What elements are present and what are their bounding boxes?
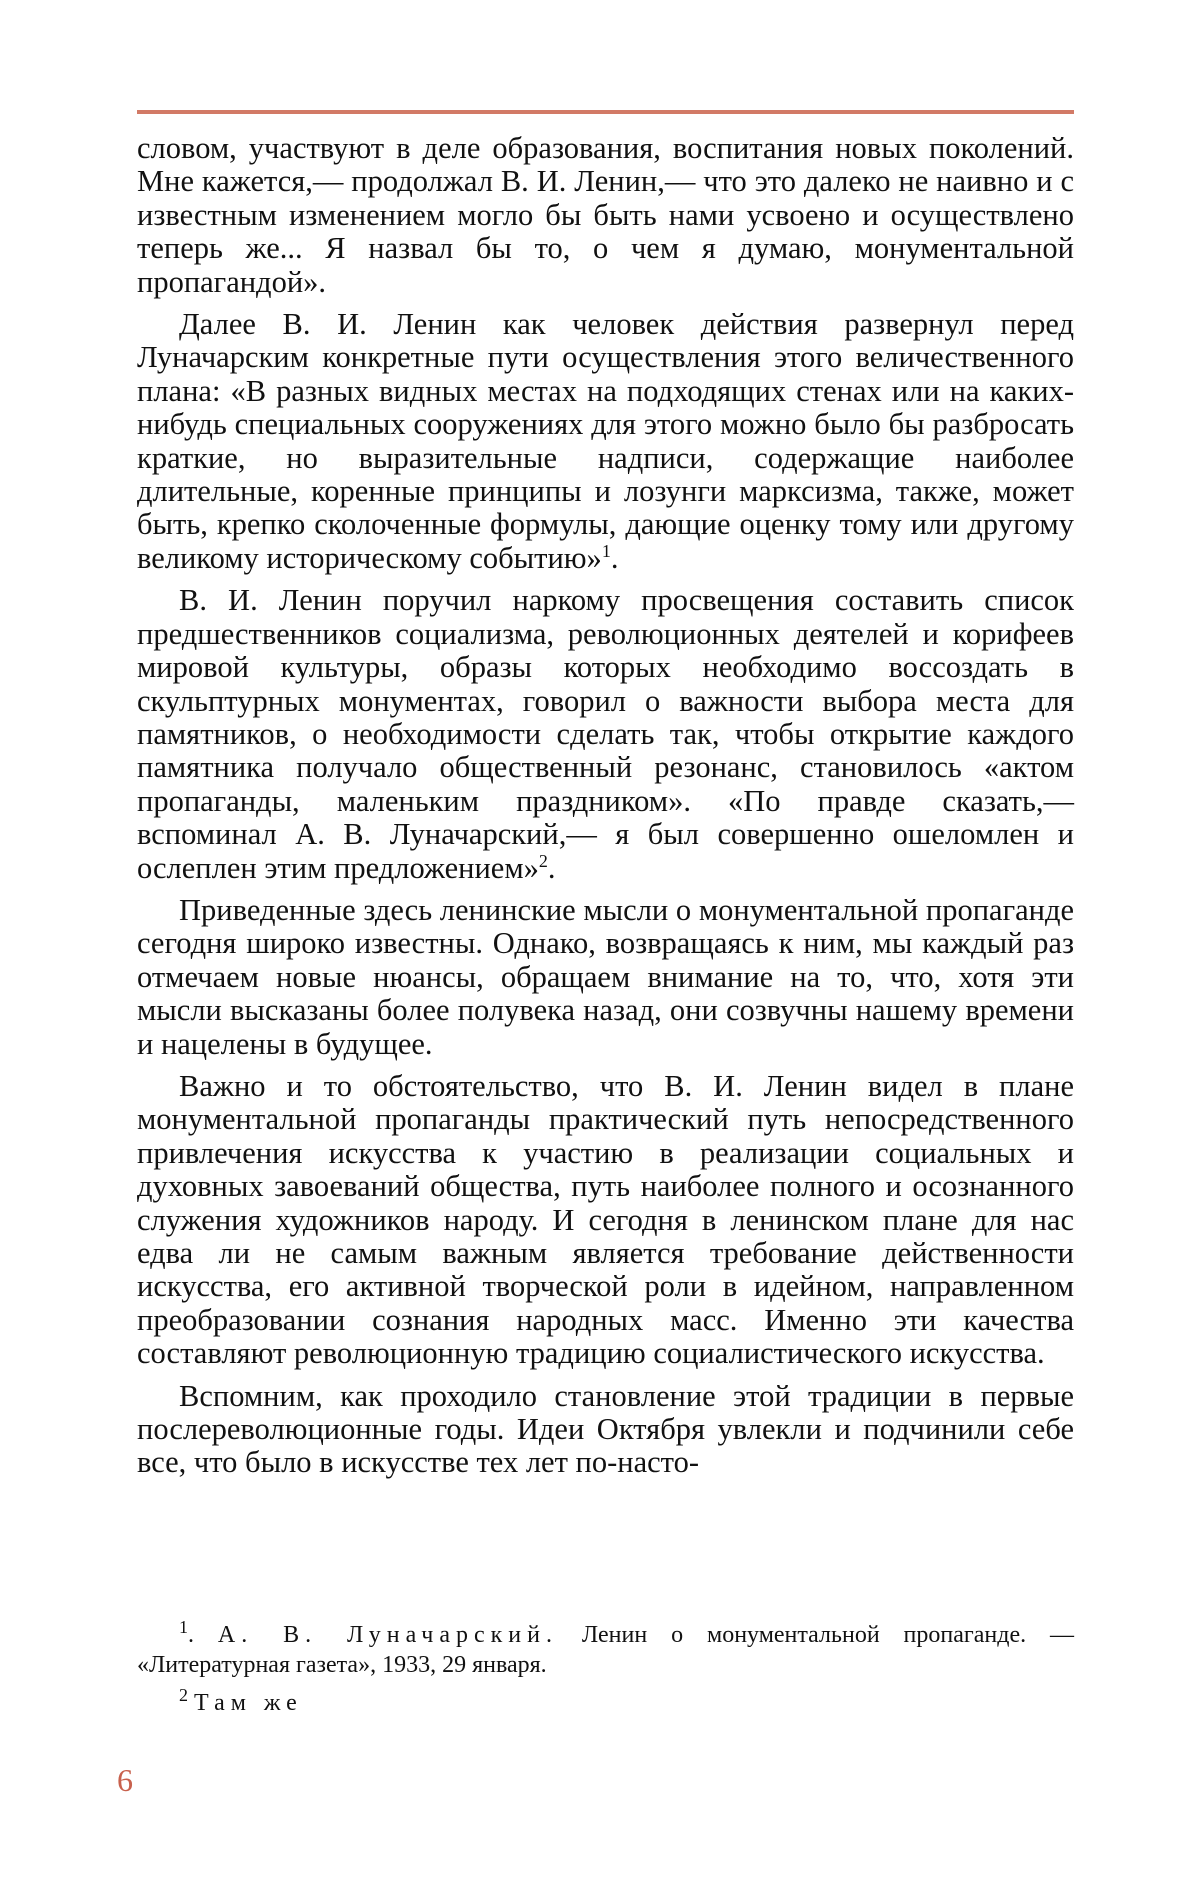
footnote-1-text: Ленин о монументальной пропаганде. — «Литературная газета», 1933, 29 января.	[137, 1622, 1075, 1678]
paragraph-3-end: .	[547, 850, 556, 885]
top-rule	[137, 110, 1074, 114]
paragraph-3	[137, 584, 1074, 885]
paragraph-2-end: .	[610, 540, 619, 575]
paragraph-5: Важно и то обстоятельство, что В. И. Ленин видел в плане монументальной пропаганды практический путь непосредственного привлечения искусства к участию в реализации социальных и духовных завоеваний общества, путь наиболее полного и осознанного служения художников народу. И сегодня в ленинском плане для нас едва ли не самым важным является требование действенности искусства, его активной творческой роли в идейном, направленном преобразовании сознания народных масс. Именно эти качества составляют революционную традицию социалистического искусства.	[137, 1068, 1074, 1371]
footnote-2-marker: 2	[179, 1685, 188, 1705]
footnote-1: $^1$. А. В. Луначарский. Ленин о монументальной пропаганде. — «Литературная газета», 1933, 29 января.	[137, 1617, 1075, 1678]
paragraph-1: словом, участвуют в деле образования, воспитания новых поколений. Мне кажется,— продолжал В. И. Ленин,— что это далеко не наивно и с известным изменением могло бы быть нами усвоено и осуществлено теперь же... Я назвал бы то, о чем я думаю, монументальной пропагандой».	[137, 131, 1074, 299]
footnote-1-marker: 1	[179, 1617, 188, 1637]
footnote-ref-2[interactable]: 2	[538, 850, 548, 871]
page-number: 6	[117, 1762, 133, 1798]
footnote-2-author: Там же	[194, 1690, 303, 1716]
footnote-1-author: А. В. Луначарский.	[217, 1622, 558, 1648]
footnote-ref-1[interactable]: 1	[601, 540, 611, 561]
footnotes	[137, 1617, 1075, 1726]
footnote-2	[137, 1685, 1074, 1718]
paragraph-2-text: Далее В. И. Ленин как человек действия развернул перед Луначарским конкретные пути осуществления этого величественного плана: «В разных видных местах на подходящих стенах или на каких-нибудь специальных сооружениях для этого можно было бы разбросать краткие, но выразительные надписи, содержащие наиболее длительные, коренные принципы и лозунги марксизма, также, может быть, крепко сколоченные формулы, дающие оценку тому или другому великому историческому событию»	[137, 307, 1074, 575]
paragraph-6: Вспомним, как проходило становление этой традиции в первые послереволюционные годы. Идеи Октября увлекли и подчинили себе все, что было в искусстве тех лет по-насто-	[137, 1378, 1074, 1480]
paragraph-2	[137, 308, 1074, 575]
paragraph-3-text: В. И. Ленин поручил наркому просвещения составить список предшественников социализма, революционных деятелей и корифеев мировой культуры, образы которых необходимо воссоздать в скульптурных монументах, говорил о важности выбора места для памятников, о необходимости сделать так, чтобы открытие каждого памятника получало общественный резонанс, становилось «актом пропаганды, маленьким праздником». «По правде сказать,— вспоминал А. В. Луначарский,— я был совершенно ошеломлен и ослеплен этим предложением»	[137, 583, 1074, 885]
paragraph-4: Приведенные здесь ленинские мысли о монументальной пропаганде сегодня широко известны. Однако, возвращаясь к ним, мы каждый раз отмечаем новые нюансы, обращаем внимание на то, что, хотя эти мысли высказаны более полувека назад, они созвучны нашему времени и нацелены в будущее.	[137, 892, 1074, 1061]
body-text	[137, 132, 1074, 1489]
